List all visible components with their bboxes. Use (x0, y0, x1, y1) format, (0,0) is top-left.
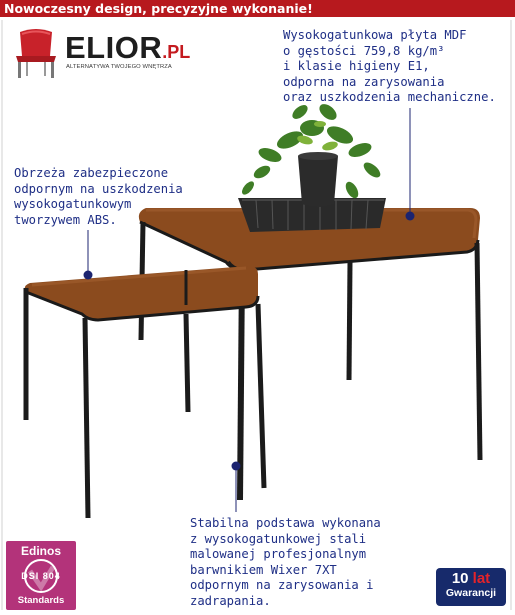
large-table (139, 208, 480, 500)
dsi-code: 804 (42, 571, 61, 581)
warranty-years (436, 570, 506, 587)
edinos-standards-badge (6, 541, 76, 610)
warranty-badge (436, 568, 506, 606)
warranty-years-number: 10 (451, 570, 469, 587)
annotation-top-right: Wysokogatunkowa płyta MDF o gęstości 759,8 kg/m³ i klasie higieny E1, odporna na zarysowania oraz uszkodzenia mechaniczne. (283, 28, 496, 104)
marker-top-right (406, 212, 415, 221)
marker-left (84, 271, 93, 280)
dsi-row (6, 571, 76, 581)
small-table (25, 266, 264, 518)
brand-tld: .PL (162, 42, 191, 62)
edinos-name: Edinos (20, 544, 61, 558)
promo-banner: Nowoczesny design, precyzyjne wykonanie! (0, 0, 515, 17)
standards-label: Standards (17, 595, 65, 606)
brand-name: ELIOR (65, 30, 163, 65)
annotation-left: Obrzeża zabezpieczone odpornym na uszkodzenia wysokogatunkowym tworzywem ABS. (14, 166, 183, 227)
annotation-bottom: Stabilna podstawa wykonana z wysokogatunkowej stali malowanej profesjonalnym barwnikiem Wixer 7XT odpornym na zarysowania i zadrapania. (190, 516, 381, 608)
warranty-label: Gwarancji (445, 587, 497, 599)
brand-tagline: ALTERNATYWA TWOJEGO WNĘTRZA (66, 64, 172, 70)
marker-bottom (232, 462, 241, 471)
warranty-years-unit: lat (472, 570, 491, 587)
tray-with-plant (238, 101, 386, 232)
dsi-label: DSI (21, 571, 40, 581)
